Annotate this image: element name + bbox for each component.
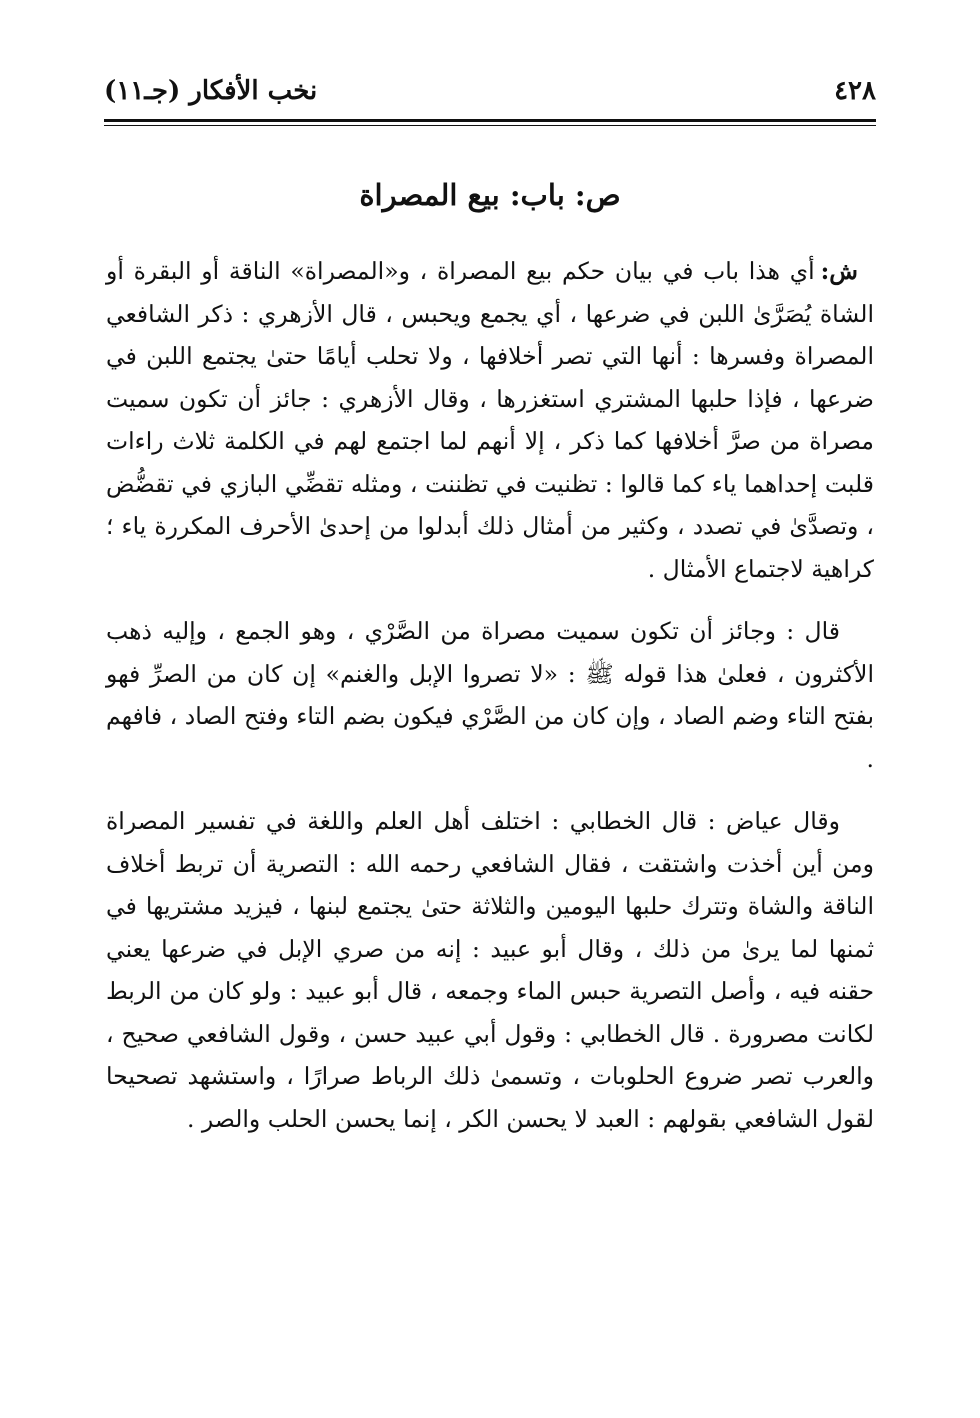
page-header [104,72,876,116]
section-heading: ص: باب: بيع المصراة [359,178,621,212]
paragraph-text: قال : وجائز أن تكون سميت مصراة من الصَّرْي ، وهو الجمع ، وإليه ذهب الأكثرون ، فعلىٰ هذا قوله ﷺ : «لا تصروا الإبل والغنم» إن كان من الصرِّ فهو بفتح التاء وضم الصاد ، وإن كان من الصَّرْي فيكون بضم التاء وفتح الصاد ، فافهم . [106,617,874,773]
commentary-marker: ش: [820,257,858,285]
paragraph-text: وقال عياض : قال الخطابي : اختلف أهل العلم واللغة في تفسير المصراة ومن أين أخذت واشتقت ، فقال الشافعي رحمه الله : التصرية أن تربط أخلاف الناقة والشاة وتترك حلبها اليومين والثلاثة حتىٰ يجتمع لبنها ، فيزيد مشتريها في ثمنها لما يرىٰ من ذلك ، وقال أبو عبيد : إنه من صري الإبل في ضرعها يعني حقنه فيه ، وأصل التصرية حبس الماء وجمعه ، قال أبو عبيد : ولو كان من الربط لكانت مصرورة . قال الخطابي : وقول أبي عبيد حسن ، وقول الشافعي صحيح ، والعرب تصر ضروع الحلوبات ، وتسمىٰ ذلك الرباط صرارًا ، واستشهد تصحيحا لقول الشافعي بقولهم : العبد لا يحسن الكر ، إنما يحسن الحلب والصر . [106,807,874,1133]
header-rule-thick [104,119,876,122]
book-title: نخب الأفكار (جـ١١) [104,76,318,106]
paragraph-third [106,800,874,1140]
paragraph-commentary [106,250,874,590]
body-text [106,250,874,1160]
paragraph-second [106,610,874,780]
page-number: ٤٢٨ [834,76,876,106]
paragraph-text: أي هذا باب في بيان حكم بيع المصراة ، و«المصراة» الناقة أو البقرة أو الشاة يُصَرَّىٰ اللبن في ضرعها ، أي يجمع ويحبس ، قال الأزهري : ذكر الشافعي المصراة وفسرها : أنها التي تصر أخلافها ، ولا تحلب أيامًا حتىٰ يجتمع اللبن في ضرعها ، فإذا حلبها المشتري استغزرها ، وقال الأزهري : جائز أن تكون سميت مصراة من صرَّ أخلافها كما ذكر ، إلا أنهم لما اجتمع لهم في الكلمة ثلاث راءات قلبت إحداهما ياء كما قالوا : تظنيت في تظننت ، ومثله تقضِّي البازي في تقضُّض ، وتصدَّىٰ في تصدد ، وكثير من أمثال ذلك أبدلوا من إحدىٰ الأحرف المكررة ياء ؛ كراهية لاجتماع الأمثال . [106,257,874,583]
header-rule-thin [104,125,876,126]
